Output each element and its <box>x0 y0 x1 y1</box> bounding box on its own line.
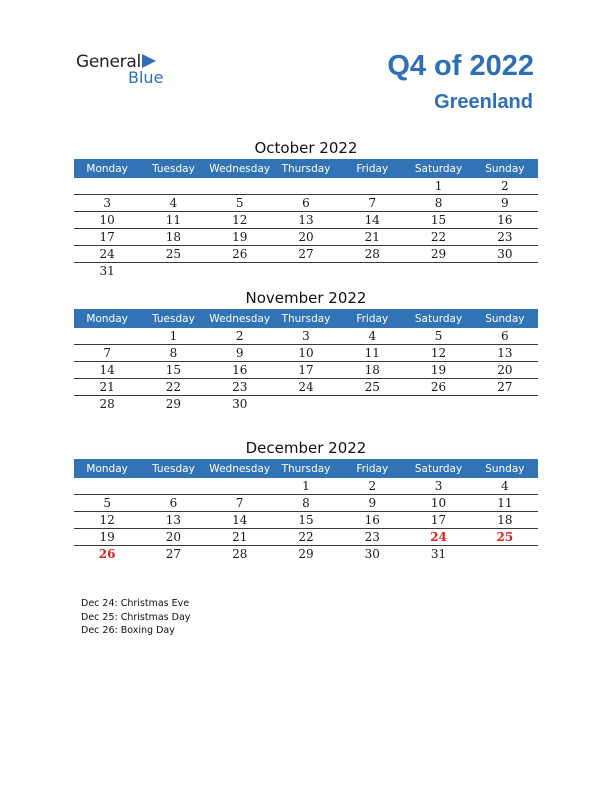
day-cell: 27 <box>273 246 339 263</box>
day-cell: 12 <box>74 512 140 529</box>
day-cell: 15 <box>273 512 339 529</box>
weekday-header: Sunday <box>472 309 538 328</box>
day-cell: 18 <box>339 362 405 379</box>
day-cell: 20 <box>140 529 206 546</box>
day-cell <box>273 263 339 280</box>
day-cell: 12 <box>405 345 471 362</box>
weekday-header: Friday <box>339 309 405 328</box>
week-row <box>74 328 538 345</box>
day-cell: 16 <box>207 362 273 379</box>
week-row <box>74 246 538 263</box>
day-cell: 17 <box>273 362 339 379</box>
day-cell: 14 <box>339 212 405 229</box>
weekday-header-row <box>74 159 538 178</box>
day-cell <box>207 178 273 195</box>
day-cell: 18 <box>140 229 206 246</box>
week-row <box>74 263 538 280</box>
day-cell: 25 <box>140 246 206 263</box>
month-october <box>74 137 538 279</box>
weekday-header: Monday <box>74 159 140 178</box>
day-cell: 3 <box>74 195 140 212</box>
day-cell: 1 <box>405 178 471 195</box>
day-cell: 4 <box>339 328 405 345</box>
day-cell: 7 <box>207 495 273 512</box>
day-cell <box>273 178 339 195</box>
day-cell: 9 <box>207 345 273 362</box>
day-cell <box>74 478 140 495</box>
page-title: Q4 of 2022 <box>387 50 534 82</box>
day-cell: 3 <box>405 478 471 495</box>
day-cell: 14 <box>74 362 140 379</box>
day-cell: 16 <box>339 512 405 529</box>
day-cell: 26 <box>405 379 471 396</box>
day-cell: 30 <box>364 547 380 561</box>
day-cell: 21 <box>339 229 405 246</box>
day-cell: 1 <box>273 478 339 495</box>
day-cell: 28 <box>99 397 115 411</box>
day-cell: 17 <box>405 512 471 529</box>
day-cell: 15 <box>405 212 471 229</box>
week-row <box>74 495 538 512</box>
weekday-header: Friday <box>339 159 405 178</box>
day-cell: 13 <box>472 345 538 362</box>
week-row <box>74 345 538 362</box>
day-cell <box>207 478 273 495</box>
week-row <box>74 229 538 246</box>
week-row <box>74 546 538 563</box>
day-cell <box>140 263 206 280</box>
logo-triangle-icon <box>142 54 156 68</box>
day-cell: 10 <box>74 212 140 229</box>
day-cell: 26 <box>207 246 273 263</box>
day-cell: 29 <box>298 547 314 561</box>
weekday-header: Tuesday <box>140 309 206 328</box>
day-cell: 8 <box>140 345 206 362</box>
month-title: October 2022 <box>254 139 358 157</box>
day-cell: 11 <box>339 345 405 362</box>
month-title: November 2022 <box>245 289 367 307</box>
weekday-header: Wednesday <box>207 309 273 328</box>
day-cell: 27 <box>472 379 538 396</box>
day-cell: 2 <box>339 478 405 495</box>
day-cell: 16 <box>472 212 538 229</box>
day-cell: 18 <box>472 512 538 529</box>
weekday-header: Friday <box>339 459 405 478</box>
day-cell: 24 <box>273 379 339 396</box>
month-november <box>74 287 538 412</box>
calendar-table <box>74 309 538 412</box>
day-cell: 30 <box>232 397 248 411</box>
day-cell: 23 <box>339 529 405 546</box>
day-cell: 5 <box>74 495 140 512</box>
week-row <box>74 212 538 229</box>
day-cell <box>405 263 471 280</box>
weekday-header-row <box>74 309 538 328</box>
day-cell: 25 <box>472 529 538 546</box>
logo-general-text: General <box>76 52 141 72</box>
day-cell <box>339 263 405 280</box>
day-cell: 9 <box>339 495 405 512</box>
day-cell: 6 <box>140 495 206 512</box>
day-cell: 4 <box>140 195 206 212</box>
day-cell <box>74 178 140 195</box>
day-cell: 17 <box>74 229 140 246</box>
weekday-header-row <box>74 459 538 478</box>
day-cell: 21 <box>207 529 273 546</box>
day-cell: 15 <box>140 362 206 379</box>
holiday-note: Dec 25: Christmas Day <box>81 611 191 623</box>
day-cell: 11 <box>472 495 538 512</box>
day-cell: 23 <box>472 229 538 246</box>
day-cell: 25 <box>339 379 405 396</box>
weekday-header: Wednesday <box>207 159 273 178</box>
day-cell: 2 <box>472 178 538 195</box>
week-row <box>74 512 538 529</box>
day-cell: 19 <box>405 362 471 379</box>
day-cell: 23 <box>207 379 273 396</box>
day-cell: 27 <box>165 547 182 561</box>
calendar-table <box>74 459 538 562</box>
weekday-header: Thursday <box>273 309 339 328</box>
day-cell: 26 <box>98 547 116 561</box>
week-row <box>74 529 538 546</box>
weekday-header: Saturday <box>405 309 471 328</box>
week-row <box>74 362 538 379</box>
country-name: Greenland <box>434 91 533 113</box>
day-cell: 22 <box>273 529 339 546</box>
day-cell <box>339 178 405 195</box>
calendar-table <box>74 159 538 279</box>
day-cell: 7 <box>74 345 140 362</box>
day-cell: 20 <box>273 229 339 246</box>
day-cell: 4 <box>472 478 538 495</box>
day-cell: 1 <box>140 328 206 345</box>
weekday-header: Sunday <box>472 459 538 478</box>
day-cell: 31 <box>430 547 447 561</box>
weekday-header: Tuesday <box>140 459 206 478</box>
day-cell: 6 <box>472 328 538 345</box>
day-cell <box>472 396 538 413</box>
holiday-notes <box>81 597 190 638</box>
day-cell: 5 <box>405 328 471 345</box>
day-cell: 29 <box>165 397 182 411</box>
week-row <box>74 195 538 212</box>
day-cell: 22 <box>140 379 206 396</box>
generalblue-logo <box>76 52 176 88</box>
day-cell: 13 <box>140 512 206 529</box>
day-cell: 11 <box>140 212 206 229</box>
day-cell: 28 <box>339 246 405 263</box>
day-cell <box>140 478 206 495</box>
day-cell: 21 <box>74 379 140 396</box>
day-cell: 8 <box>405 195 471 212</box>
day-cell <box>74 328 140 345</box>
week-row <box>74 478 538 495</box>
day-cell: 10 <box>273 345 339 362</box>
weekday-header: Thursday <box>273 159 339 178</box>
day-cell: 24 <box>74 246 140 263</box>
day-cell: 12 <box>207 212 273 229</box>
day-cell <box>405 396 471 413</box>
day-cell: 31 <box>99 264 115 278</box>
day-cell: 28 <box>232 547 248 561</box>
day-cell: 5 <box>207 195 273 212</box>
weekday-header: Saturday <box>405 459 471 478</box>
holiday-note: Dec 24: Christmas Eve <box>81 598 190 609</box>
day-cell: 19 <box>74 529 140 546</box>
week-row <box>74 396 538 413</box>
day-cell: 10 <box>405 495 471 512</box>
day-cell: 20 <box>472 362 538 379</box>
day-cell: 7 <box>339 195 405 212</box>
day-cell: 14 <box>207 512 273 529</box>
weekday-header: Tuesday <box>140 159 206 178</box>
day-cell <box>207 263 273 280</box>
day-cell: 30 <box>472 246 538 263</box>
weekday-header: Sunday <box>472 159 538 178</box>
day-cell <box>339 396 405 413</box>
day-cell: 13 <box>273 212 339 229</box>
day-cell <box>472 546 538 563</box>
day-cell: 3 <box>273 328 339 345</box>
day-cell: 2 <box>207 328 273 345</box>
logo-blue-text: Blue <box>128 68 164 87</box>
weekday-header: Thursday <box>273 459 339 478</box>
weekday-header: Monday <box>74 309 140 328</box>
day-cell <box>273 396 339 413</box>
day-cell <box>140 178 206 195</box>
week-row <box>74 379 538 396</box>
month-december <box>74 437 538 562</box>
weekday-header: Saturday <box>405 159 471 178</box>
holiday-note: Dec 26: Boxing Day <box>81 625 175 636</box>
day-cell: 8 <box>273 495 339 512</box>
weekday-header: Wednesday <box>207 459 273 478</box>
day-cell: 9 <box>472 195 538 212</box>
month-title: December 2022 <box>245 439 367 457</box>
weekday-header: Monday <box>74 459 140 478</box>
day-cell <box>472 263 538 280</box>
day-cell: 29 <box>405 246 471 263</box>
day-cell: 6 <box>273 195 339 212</box>
day-cell: 22 <box>405 229 471 246</box>
day-cell: 19 <box>207 229 273 246</box>
week-row <box>74 178 538 195</box>
day-cell: 24 <box>405 529 471 546</box>
